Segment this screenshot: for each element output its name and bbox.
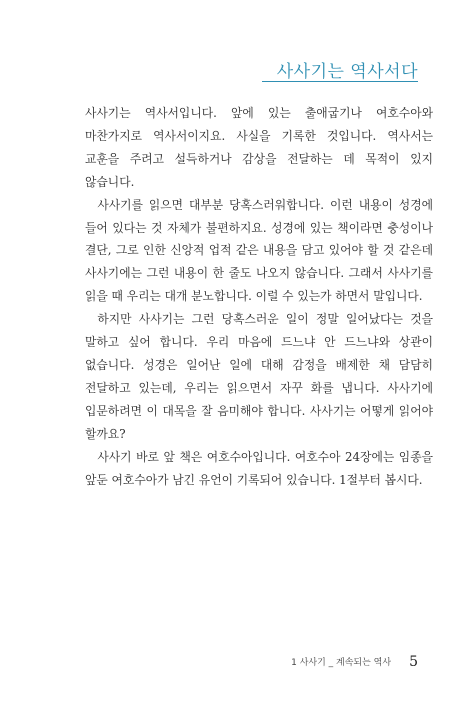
running-footer-chapter: 1 사사기 _ 계속되는 역사 bbox=[291, 658, 392, 668]
chapter-title: 사사기는 역사서다 bbox=[276, 62, 418, 82]
page-number: 5 bbox=[409, 653, 418, 670]
page-footer bbox=[291, 651, 418, 670]
paragraph: 하지만 사사기는 그런 당혹스러운 일이 정말 일어났다는 것을 말하고 싶어 합니다. 우리 마음에 드느냐 안 드느냐와 상관이 없습니다. 성경은 일어난 일에 대해 감정을 배제한 채 담담히 전달하고 있는데, 우리는 읽으면서 자꾸 화를 냅니다. 사사기에 입문하려면 이 대목을 잘 음미해야 합니다. 사사기는 어떻게 읽어야 할까요? bbox=[85, 312, 433, 441]
title-underline bbox=[262, 81, 418, 82]
body-text bbox=[85, 102, 433, 491]
paragraph: 사사기 바로 앞 책은 여호수아입니다. 여호수아 24장에는 임종을 앞둔 여호수아가 남긴 유언이 기록되어 있습니다. 1절부터 봅시다. bbox=[85, 449, 433, 487]
paragraph: 사사기를 읽으면 대부분 당혹스러워합니다. 이런 내용이 성경에 들어 있다는 것 자체가 불편하지요. 성경에 있는 책이라면 충성이나 결단, 그로 인한 신앙적 업적 같은 내용을 담고 있어야 할 것 같은데 사사기에는 그런 내용이 한 줄도 나오지 않습니다. 그래서 사사기를 읽을 때 우리는 대개 분노합니다. 이럴 수 있는가 하면서 말입니다. bbox=[85, 197, 433, 304]
paragraph: 사사기는 역사서입니다. 앞에 있는 출애굽기나 여호수아와 마찬가지로 역사서이지요. 사실을 기록한 것입니다. 역사서는 교훈을 주려고 설득하거나 감상을 전달하는 데 목적이 있지 않습니다. bbox=[85, 106, 433, 189]
